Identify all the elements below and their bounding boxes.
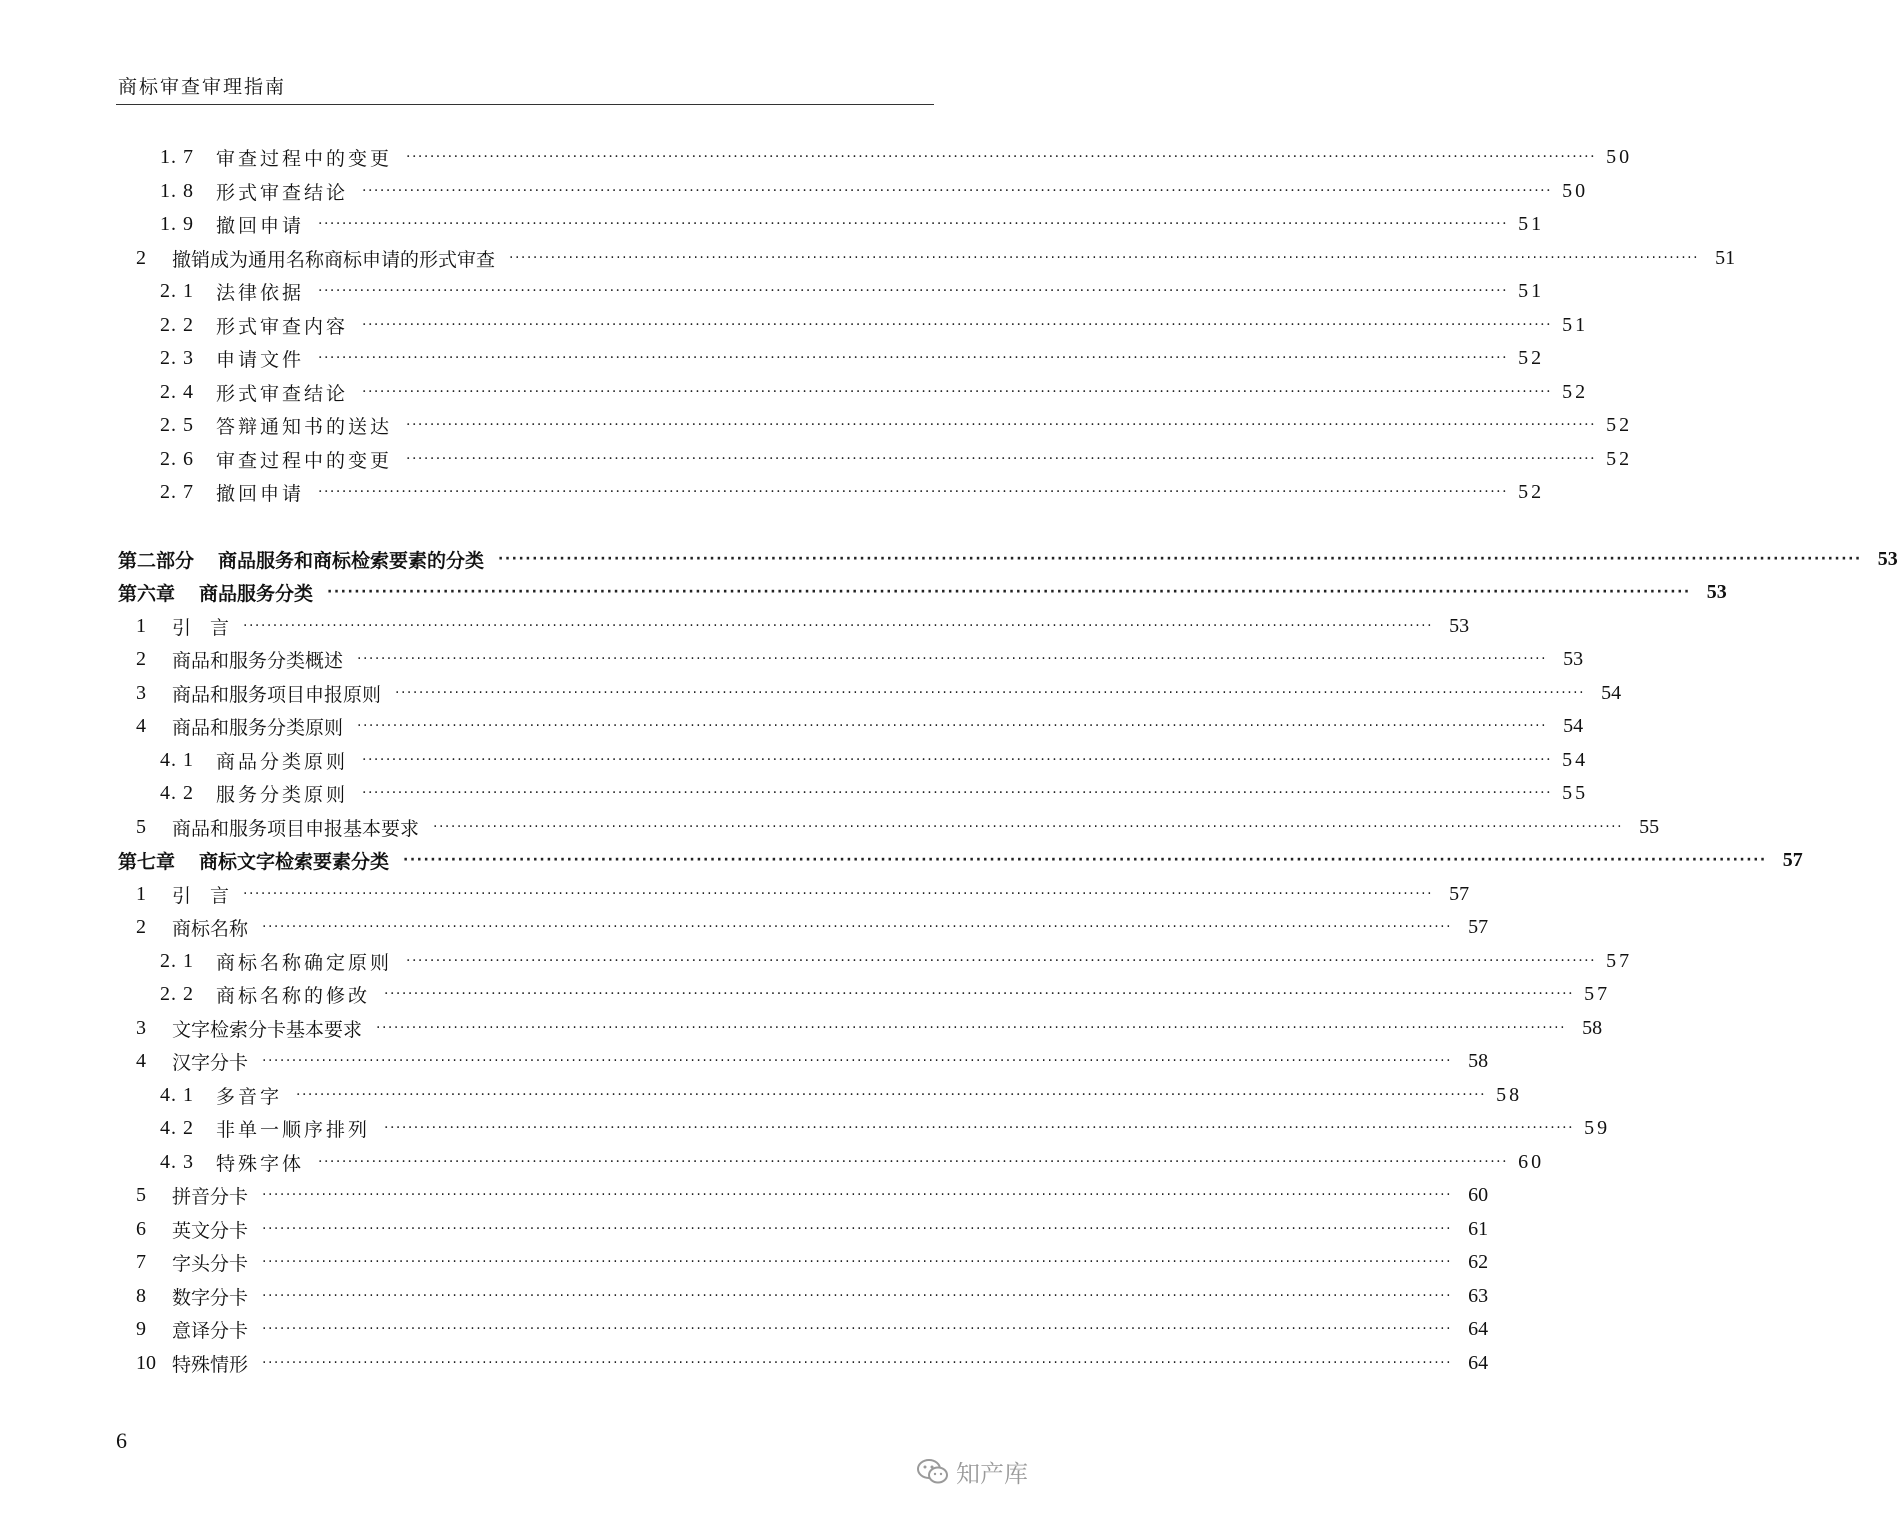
- toc-entry-title: 商品和服务分类原则: [172, 716, 344, 739]
- toc-entry-title: 非单一顺序排列: [216, 1118, 371, 1141]
- toc-entry-title: 字头分卡: [172, 1252, 249, 1275]
- toc-entry-page: 57: [1468, 915, 1489, 938]
- dot-leader: ········································································································································································································: [509, 250, 1700, 266]
- toc-entry-title: 形式审查结论: [216, 382, 349, 405]
- running-head-title: 商标审查审理指南: [118, 76, 287, 98]
- toc-entry-number: 10: [136, 1351, 156, 1374]
- toc-entry-number: 4. 1: [160, 1083, 194, 1106]
- dot-leader: ········································································································································································································: [406, 451, 1597, 467]
- toc-entry: [0, 1346, 1489, 1380]
- toc-entry-number: 2. 7: [160, 480, 194, 503]
- toc-entry-page: 63: [1468, 1284, 1489, 1307]
- dot-leader: ········································································································································································································: [498, 551, 1862, 567]
- toc-entry-number: 4. 2: [160, 781, 194, 804]
- toc-entry-page: 53: [1877, 547, 1898, 570]
- toc-entry-number: 2. 4: [160, 380, 194, 403]
- toc-entry-page: 57: [1782, 848, 1803, 871]
- toc-entry-number: 5: [136, 1183, 146, 1206]
- dot-leader: ········································································································································································································: [296, 1087, 1487, 1103]
- toc-entry-title: 数字分卡: [172, 1286, 249, 1309]
- toc-entry-title: 法律依据: [216, 281, 305, 304]
- toc-entry-page: 50: [1606, 145, 1633, 168]
- toc-entry: [0, 642, 1584, 676]
- toc-entry-title: 撤回申请: [216, 214, 305, 237]
- dot-leader: ········································································································································································································: [406, 417, 1597, 433]
- toc-entry-number: 1: [136, 614, 146, 637]
- toc-entry-page: 53: [1449, 614, 1470, 637]
- toc-entry-title: 拼音分卡: [172, 1185, 249, 1208]
- toc-entry: [0, 709, 1584, 743]
- toc-entry-number: 第六章: [118, 582, 176, 605]
- toc-entry: [0, 1212, 1489, 1246]
- toc-entry-page: 53: [1563, 647, 1584, 670]
- dot-leader: ········································································································································································································: [318, 484, 1509, 500]
- toc-entry-page: 60: [1468, 1183, 1489, 1206]
- toc-entry-title: 商品和服务项目申报基本要求: [172, 817, 420, 840]
- toc-entry-number: 2. 2: [160, 313, 194, 336]
- toc-entry-page: 57: [1449, 882, 1470, 905]
- toc-entry-number: 3: [136, 1016, 146, 1039]
- toc-entry-page: 52: [1518, 346, 1545, 369]
- toc-entry-title: 审查过程中的变更: [216, 147, 393, 170]
- toc-entry-number: 1: [136, 882, 146, 905]
- dot-leader: ········································································································································································································: [395, 685, 1586, 701]
- dot-leader: ········································································································································································································: [243, 886, 1434, 902]
- toc-entry-title: 文字检索分卡基本要求: [172, 1018, 363, 1041]
- toc-entry-number: 9: [136, 1317, 146, 1340]
- toc-entry-title: 汉字分卡: [172, 1051, 249, 1074]
- toc-entry-number: 第二部分: [118, 549, 195, 572]
- toc-entry-number: 4. 1: [160, 748, 194, 771]
- dot-leader: ········································································································································································································: [318, 283, 1509, 299]
- dot-leader: ········································································································································································································: [403, 852, 1767, 868]
- toc-entry-page: 59: [1584, 1116, 1611, 1139]
- toc-entry-title: 申请文件: [216, 348, 305, 371]
- toc-entry-title: 商标名称: [172, 917, 249, 940]
- toc-entry-number: 7: [136, 1250, 146, 1273]
- toc-entry: [0, 408, 1633, 442]
- toc-entry-page: 64: [1468, 1317, 1489, 1340]
- toc-entry-title: 商品和服务项目申报原则: [172, 683, 382, 706]
- toc-entry-page: 57: [1606, 949, 1633, 972]
- toc-entry-page: 53: [1706, 580, 1727, 603]
- toc-entry-page: 51: [1518, 212, 1545, 235]
- toc-entry: [0, 1011, 1603, 1045]
- toc-entry-number: 4: [136, 714, 146, 737]
- toc-entry-number: 8: [136, 1284, 146, 1307]
- dot-leader: ········································································································································································································: [262, 1355, 1453, 1371]
- toc-entry: [0, 375, 1589, 409]
- toc-entry-title: 撤回申请: [216, 482, 305, 505]
- toc-entry-page: 58: [1582, 1016, 1603, 1039]
- dot-leader: ········································································································································································································: [318, 1154, 1509, 1170]
- toc-entry-title: 多音字: [216, 1085, 283, 1108]
- toc-entry-page: 55: [1639, 815, 1660, 838]
- toc-entry: [0, 776, 1589, 810]
- dot-leader: ········································································································································································································: [262, 1321, 1453, 1337]
- toc-entry-number: 2: [136, 915, 146, 938]
- toc-entry-title: 商品分类原则: [216, 750, 349, 773]
- toc-entry-number: 1. 7: [160, 145, 194, 168]
- toc-entry-title: 商品和服务分类概述: [172, 649, 344, 672]
- toc-entry-page: 51: [1715, 246, 1736, 269]
- toc-entry-page: 58: [1496, 1083, 1523, 1106]
- toc-entry-number: 4: [136, 1049, 146, 1072]
- toc-entry-number: 2. 5: [160, 413, 194, 436]
- toc-entry: [0, 1044, 1489, 1078]
- toc-entry-page: 52: [1606, 413, 1633, 436]
- toc-entry-number: 2: [136, 246, 146, 269]
- dot-leader: ········································································································································································································: [357, 651, 1548, 667]
- dot-leader: ········································································································································································································: [262, 1221, 1453, 1237]
- toc-entry-number: 2: [136, 647, 146, 670]
- toc-entry-title: 意译分卡: [172, 1319, 249, 1342]
- toc-entry: [0, 1111, 1611, 1145]
- toc-entry: [0, 1145, 1545, 1179]
- toc-entry-title: 形式审查内容: [216, 315, 349, 338]
- toc-entry-title: 撤销成为通用名称商标申请的形式审查: [172, 248, 496, 271]
- toc-entry-title: 商品服务和商标检索要素的分类: [218, 549, 485, 572]
- toc-entry-page: 62: [1468, 1250, 1489, 1273]
- dot-leader: ········································································································································································································: [262, 919, 1453, 935]
- toc-entry-page: 57: [1584, 982, 1611, 1005]
- toc-entry-title: 商品服务分类: [199, 582, 314, 605]
- toc-entry-number: 2. 3: [160, 346, 194, 369]
- toc-entry-number: 1. 9: [160, 212, 194, 235]
- dot-leader: ········································································································································································································: [262, 1254, 1453, 1270]
- dot-leader: ········································································································································································································: [362, 317, 1553, 333]
- toc-entry-page: 58: [1468, 1049, 1489, 1072]
- dot-leader: ········································································································································································································: [362, 785, 1553, 801]
- dot-leader: ········································································································································································································: [262, 1053, 1453, 1069]
- toc-entry-page: 52: [1562, 380, 1589, 403]
- toc-entry-number: 5: [136, 815, 146, 838]
- toc-entry: [0, 207, 1545, 241]
- toc-entry: [0, 944, 1633, 978]
- dot-leader: ········································································································································································································: [318, 216, 1509, 232]
- dot-leader: ········································································································································································································: [362, 183, 1553, 199]
- toc-entry-number: 第七章: [118, 850, 176, 873]
- toc-entry-title: 答辩通知书的送达: [216, 415, 393, 438]
- dot-leader: ········································································································································································································: [262, 1288, 1453, 1304]
- toc-entry-title: 特殊情形: [172, 1353, 249, 1376]
- toc-entry-page: 52: [1518, 480, 1545, 503]
- header-rule: [116, 104, 934, 105]
- toc-entry-number: 2. 2: [160, 982, 194, 1005]
- toc-entry-page: 55: [1562, 781, 1589, 804]
- dot-leader: ········································································································································································································: [243, 618, 1434, 634]
- toc-entry-title: 引 言: [172, 616, 230, 639]
- toc-entry-page: 54: [1601, 681, 1622, 704]
- wechat-icon: [916, 1457, 950, 1487]
- toc-entry-title: 审查过程中的变更: [216, 449, 393, 472]
- toc-entry-title: 服务分类原则: [216, 783, 349, 806]
- toc-entry: [0, 575, 1727, 609]
- toc-entry-title: 形式审查结论: [216, 181, 349, 204]
- toc-entry: [0, 274, 1545, 308]
- toc-entry-page: 54: [1563, 714, 1584, 737]
- toc-entry-number: 2. 6: [160, 447, 194, 470]
- toc-entry-title: 商标名称的修改: [216, 984, 371, 1007]
- toc-entry-page: 60: [1518, 1150, 1545, 1173]
- dot-leader: ········································································································································································································: [357, 718, 1548, 734]
- dot-leader: ········································································································································································································: [362, 752, 1553, 768]
- toc-entry-number: 4. 2: [160, 1116, 194, 1139]
- toc-entry: [0, 810, 1660, 844]
- toc-entry-number: 3: [136, 681, 146, 704]
- toc-entry: [0, 475, 1545, 509]
- toc-entry: [0, 542, 1898, 576]
- toc-entry-page: 51: [1518, 279, 1545, 302]
- toc-entry-title: 引 言: [172, 884, 230, 907]
- dot-leader: ········································································································································································································: [384, 1120, 1575, 1136]
- toc-entry: [0, 977, 1611, 1011]
- toc-entry: [0, 843, 1803, 877]
- toc-entry: [0, 241, 1736, 275]
- toc-entry-page: 52: [1606, 447, 1633, 470]
- toc-entry: [0, 877, 1470, 911]
- toc-entry-page: 64: [1468, 1351, 1489, 1374]
- toc-entry-number: 1. 8: [160, 179, 194, 202]
- toc-entry: [0, 1178, 1489, 1212]
- toc-entry: [0, 174, 1589, 208]
- toc-entry-page: 50: [1562, 179, 1589, 202]
- toc-entry: [0, 676, 1622, 710]
- toc-entry: [0, 743, 1589, 777]
- dot-leader: ········································································································································································································: [406, 953, 1597, 969]
- toc-entry-page: 61: [1468, 1217, 1489, 1240]
- toc-entry: [0, 609, 1470, 643]
- dot-leader: ········································································································································································································: [318, 350, 1509, 366]
- toc-entry: [0, 308, 1589, 342]
- toc-entry: [0, 1279, 1489, 1313]
- toc-entry: [0, 1078, 1523, 1112]
- toc-entry-number: 2. 1: [160, 949, 194, 972]
- watermark-text: 知产库: [956, 1460, 1028, 1488]
- dot-leader: ········································································································································································································: [327, 584, 1691, 600]
- toc-entry-number: 4. 3: [160, 1150, 194, 1173]
- page-number: 6: [116, 1428, 127, 1453]
- watermark: [916, 1454, 1028, 1489]
- dot-leader: ········································································································································································································: [376, 1020, 1567, 1036]
- toc-entry: [0, 140, 1633, 174]
- toc-entry-title: 英文分卡: [172, 1219, 249, 1242]
- dot-leader: ········································································································································································································: [433, 819, 1624, 835]
- toc-entry-title: 商标文字检索要素分类: [199, 850, 390, 873]
- toc-entry-page: 54: [1562, 748, 1589, 771]
- toc-entry-number: 2. 1: [160, 279, 194, 302]
- toc-entry: [0, 442, 1633, 476]
- dot-leader: ········································································································································································································: [384, 986, 1575, 1002]
- toc-entry-page: 51: [1562, 313, 1589, 336]
- toc-entry-number: 6: [136, 1217, 146, 1240]
- toc-entry-title: 商标名称确定原则: [216, 951, 393, 974]
- toc-entry: [0, 1245, 1489, 1279]
- toc-entry: [0, 910, 1489, 944]
- toc-entry: [0, 341, 1545, 375]
- dot-leader: ········································································································································································································: [262, 1187, 1453, 1203]
- dot-leader: ········································································································································································································: [406, 149, 1597, 165]
- dot-leader: ········································································································································································································: [362, 384, 1553, 400]
- toc-entry-title: 特殊字体: [216, 1152, 305, 1175]
- toc-entry: [0, 1312, 1489, 1346]
